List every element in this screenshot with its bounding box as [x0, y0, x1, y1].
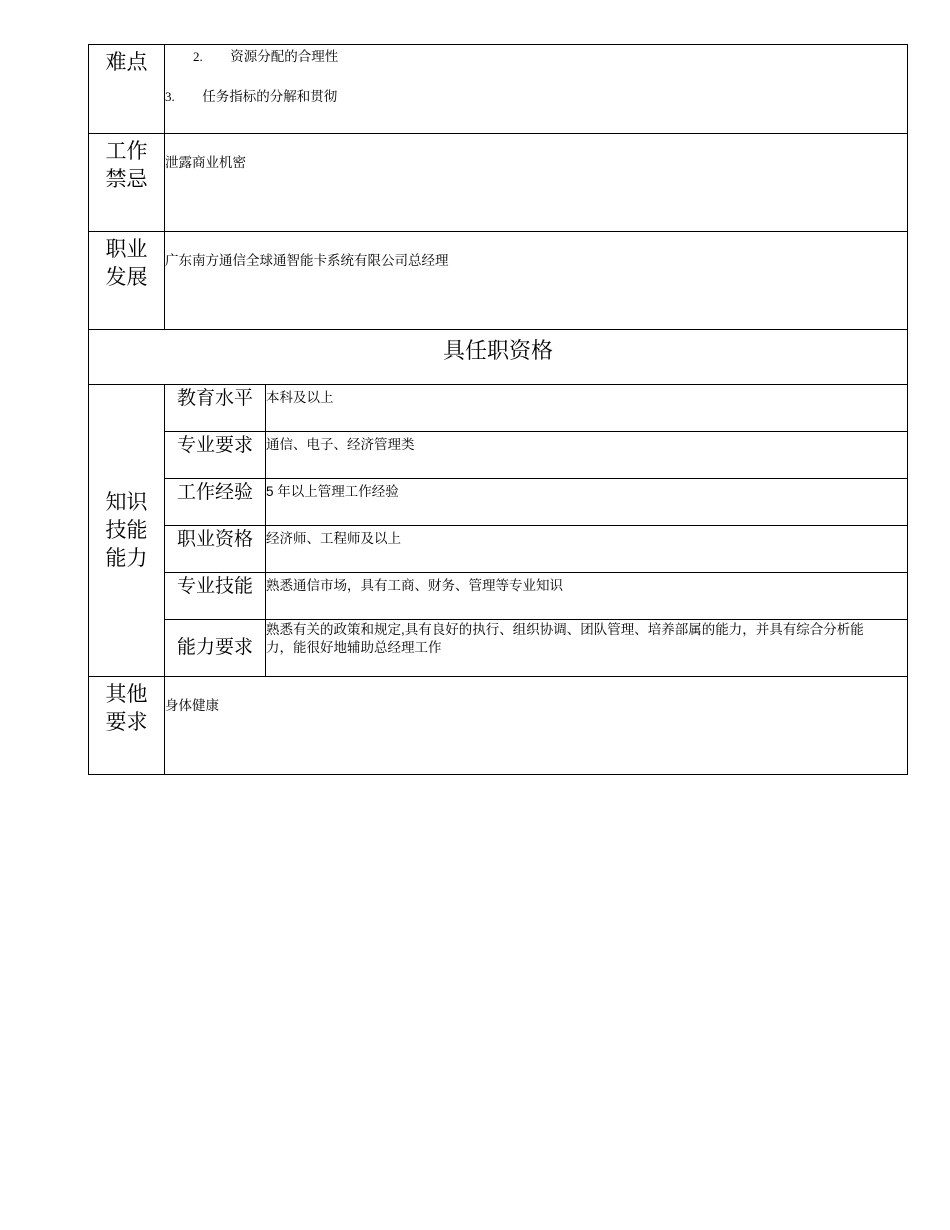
skills-row-professional [89, 573, 908, 620]
professional-skill-label [165, 573, 266, 620]
skills-label-text: 知识技能能力 [105, 490, 148, 570]
qualification-title-row [89, 330, 908, 385]
difficulty-item-1-num: 2. [193, 49, 203, 64]
taboo-row [89, 134, 908, 232]
qualification-title-text: 具任职资格 [442, 338, 553, 363]
skills-row-certification [89, 526, 908, 573]
certification-label-text: 职业资格 [176, 529, 253, 550]
difficulty-item-1 [193, 48, 338, 66]
ability-label-text: 能力要求 [176, 637, 253, 658]
career-label [89, 232, 165, 330]
other-content [165, 677, 908, 775]
skills-row-education [89, 385, 908, 432]
professional-skill-label-text: 专业技能 [176, 576, 253, 597]
other-text: 身体健康 [165, 698, 219, 713]
education-label [165, 385, 266, 432]
education-label-text: 教育水平 [176, 388, 253, 409]
professional-skill-value-text: 熟悉通信市场，具有工商、财务、管理等专业知识 [266, 578, 563, 593]
skills-row-experience [89, 479, 908, 526]
certification-label [165, 526, 266, 573]
other-label [89, 677, 165, 775]
difficulty-item-2 [165, 88, 337, 106]
difficulty-row [89, 45, 908, 134]
experience-label [165, 479, 266, 526]
taboo-text: 泄露商业机密 [165, 155, 246, 170]
difficulty-item-1-text: 资源分配的合理性 [230, 49, 339, 64]
certification-value-text: 经济师、工程师及以上 [266, 531, 401, 546]
job-description-table [88, 44, 908, 775]
ability-label [165, 620, 266, 677]
difficulty-label-text: 难点 [105, 51, 148, 74]
taboo-label [89, 134, 165, 232]
ability-value [266, 620, 908, 677]
career-text: 广东南方通信全球通智能卡系统有限公司总经理 [165, 253, 449, 268]
certification-value [266, 526, 908, 573]
other-row [89, 677, 908, 775]
major-label-text: 专业要求 [176, 435, 253, 456]
other-label-text: 其他要求 [105, 683, 148, 734]
taboo-label-text: 工作禁忌 [105, 140, 148, 191]
experience-label-text: 工作经验 [176, 482, 253, 503]
difficulty-label [89, 45, 165, 134]
education-value-text: 本科及以上 [266, 390, 334, 405]
skills-label [89, 385, 165, 677]
taboo-content [165, 134, 908, 232]
skills-row-major [89, 432, 908, 479]
major-label [165, 432, 266, 479]
difficulty-item-2-text: 任务指标的分解和贯彻 [202, 89, 338, 104]
difficulty-item-2-num: 3. [165, 89, 175, 104]
career-label-text: 职业发展 [105, 238, 148, 289]
career-content [165, 232, 908, 330]
professional-skill-value [266, 573, 908, 620]
career-row [89, 232, 908, 330]
skills-row-ability [89, 620, 908, 677]
experience-value [266, 479, 908, 526]
qualification-title [89, 330, 908, 385]
education-value [266, 385, 908, 432]
major-value-text: 通信、电子、经济管理类 [266, 437, 415, 452]
difficulty-content [165, 45, 908, 134]
major-value [266, 432, 908, 479]
ability-value-text: 熟悉有关的政策和规定,具有良好的执行、组织协调、团队管理、培养部属的能力，并具有综合分析能力，能很好地辅助总经理工作 [266, 622, 864, 655]
experience-value-text: 5 年以上管理工作经验 [266, 484, 399, 499]
